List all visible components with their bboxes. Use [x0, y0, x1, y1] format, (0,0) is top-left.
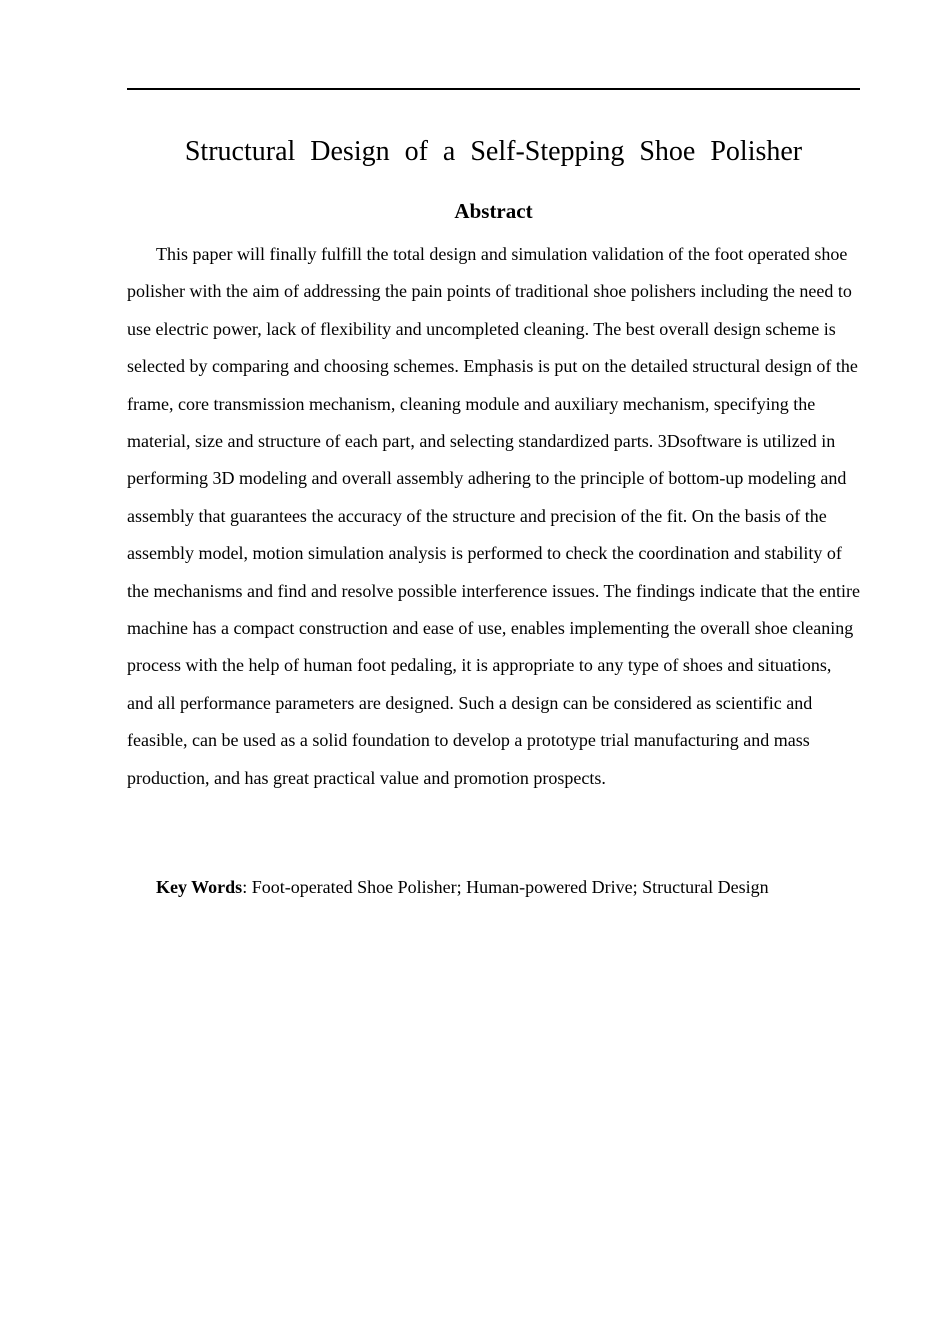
abstract-heading: Abstract — [454, 199, 533, 223]
keywords-label: Key Words — [156, 877, 243, 897]
abstract-paragraph: This paper will finally fulfill the total design and simulation validation of the foot operated shoe polisher with the aim of addressing the pain points of traditional shoe polishers including the need to use electric power, lack of flexibility and uncompleted cleaning. The best overall design scheme is selected by comparing and choosing schemes. Emphasis is put on the detailed structural design of the frame, core transmission mechanism, cleaning module and auxiliary mechanism, specifying the material, size and structure of each part, and selecting standardized parts. 3Dsoftware is utilized in performing 3D modeling and overall assembly adhering to the principle of bottom-up modeling and assembly that guarantees the accuracy of the structure and precision of the fit. On the basis of the assembly model, motion simulation analysis is performed to check the coordination and stability of the mechanisms and find and resolve possible interference issues. The findings indicate that the entire machine has a compact construction and ease of use, enables implementing the overall shoe cleaning process with the help of human foot pedaling, it is appropriate to any type of shoes and situations, and all performance parameters are designed. Such a design can be considered as scientific and feasible, can be used as a solid foundation to develop a prototype trial manufacturing and mass production, and has great practical value and promotion prospects. — [127, 244, 860, 788]
keywords-list: : Foot-operated Shoe Polisher; Human-powered Drive; Structural Design — [242, 877, 769, 897]
keywords-line — [127, 869, 860, 905]
header-rule — [127, 88, 860, 90]
document-title: Structural Design of a Self-Stepping Shoe Polisher — [184, 136, 803, 167]
